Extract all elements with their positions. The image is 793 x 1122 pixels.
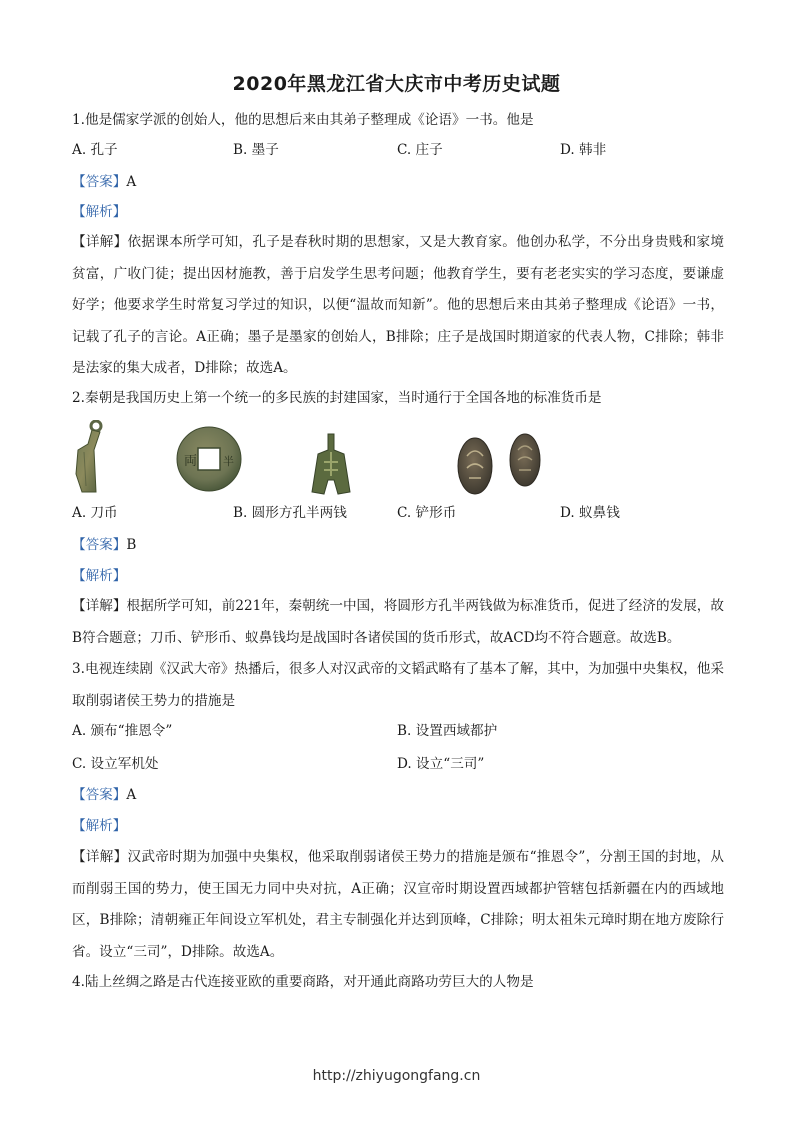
q3-answer (72, 779, 724, 811)
q3-option-c: C. 设立军机处 (72, 756, 159, 772)
answer-tag: 【答案】 (72, 174, 127, 190)
q1-option-c: C. 庄子 (397, 142, 443, 158)
svg-text:半: 半 (223, 455, 234, 468)
q1-stem: 1.他是儒家学派的创始人，他的思想后来由其弟子整理成《论语》一书。他是 (72, 112, 534, 128)
q2-detail (72, 591, 724, 654)
q2-option-d: D. 蚁鼻钱 (560, 505, 620, 521)
detail-tag: 【详解】 (72, 234, 128, 250)
q2-option-b: B. 圆形方孔半两钱 (233, 505, 347, 521)
q3-detail (72, 842, 724, 968)
q3-analysis-tag: 【解析】 (72, 818, 127, 834)
round-coin-image (176, 425, 242, 493)
q1-option-a: A. 孔子 (72, 142, 118, 158)
answer-tag: 【答案】 (72, 787, 127, 803)
knife-coin-image (70, 420, 110, 496)
answer-value: B (126, 537, 137, 553)
q3-option-d: D. 设立“三司” (397, 756, 485, 772)
q2-option-c: C. 铲形币 (397, 505, 457, 521)
q3-option-b: B. 设置西域都护 (397, 723, 498, 739)
q2-analysis-tag: 【解析】 (72, 568, 127, 584)
q3-stem: 3.电视连续剧《汉武大帝》热播后，很多人对汉武帝的文韬武略有了基本了解，其中，为加强中央集权，他采取削弱诸侯王势力的措施是 (72, 661, 724, 709)
answer-value: A (126, 787, 137, 803)
spade-coin-image (310, 432, 352, 496)
detail-text: 汉武帝时期为加强中央集权，他采取削弱诸侯王势力的措施是颁布“推恩令”，分割王国的封地，从而削弱王国的势力，使王国无力同中央对抗，A正确；汉宣帝时期设置西域都护管辖包括新疆在内的西域地区，B排除；清朝雍正年间设立军机处，君主专制强化并达到顶峰，C排除；明太祖朱元璋时期在地方废除行省。设立“三司”，D排除。故选A。 (72, 849, 724, 960)
footer-url[interactable]: http://zhiyugongfang.cn (312, 1068, 481, 1084)
q2-option-a: A. 刀币 (72, 505, 118, 521)
detail-tag: 【详解】 (72, 849, 128, 865)
q1-analysis-tag: 【解析】 (72, 204, 127, 220)
q2-stem: 2.秦朝是我国历史上第一个统一的多民族的封建国家，当时通行于全国各地的标准货币是 (72, 390, 602, 406)
q1-option-b: B. 墨子 (233, 142, 279, 158)
q1-detail (72, 227, 724, 385)
detail-text: 根据所学可知，前221年，秦朝统一中国，将圆形方孔半两钱做为标准货币，促进了经济的发展，故B符合题意；刀币、铲形币、蚁鼻钱均是战国时各诸侯国的货币形式，故ACD均不符合题意。故选B。 (72, 598, 725, 646)
q1-answer (72, 166, 724, 198)
q1-option-d: D. 韩非 (560, 142, 607, 158)
page-title: 2020年黑龙江省大庆市中考历史试题 (232, 73, 561, 95)
antnose-coin-image (455, 432, 545, 496)
answer-value: A (126, 174, 137, 190)
q4-stem: 4.陆上丝绸之路是古代连接亚欧的重要商路，对开通此商路功劳巨大的人物是 (72, 974, 534, 990)
detail-tag: 【详解】 (72, 598, 127, 614)
q3-option-a: A. 颁布“推恩令” (72, 723, 173, 739)
q2-answer (72, 529, 724, 561)
svg-text:両: 両 (184, 454, 198, 469)
detail-text: 依据课本所学可知，孔子是春秋时期的思想家，又是大教育家。他创办私学，不分出身贵贱和家境贫富，广收门徒；提出因材施教，善于启发学生思考问题；他教育学生，要有老老实实的学习态度，要谦虚好学；他要求学生时常复习学过的知识，以便“温故而知新”。他的思想后来由其弟子整理成《论语》一书，记载了孔子的言论。A正确；墨子是墨家的创始人，B排除；庄子是战国时期道家的代表人物，C排除；韩非是法家的集大成者，D排除；故选A。 (72, 234, 724, 376)
answer-tag: 【答案】 (72, 537, 127, 553)
